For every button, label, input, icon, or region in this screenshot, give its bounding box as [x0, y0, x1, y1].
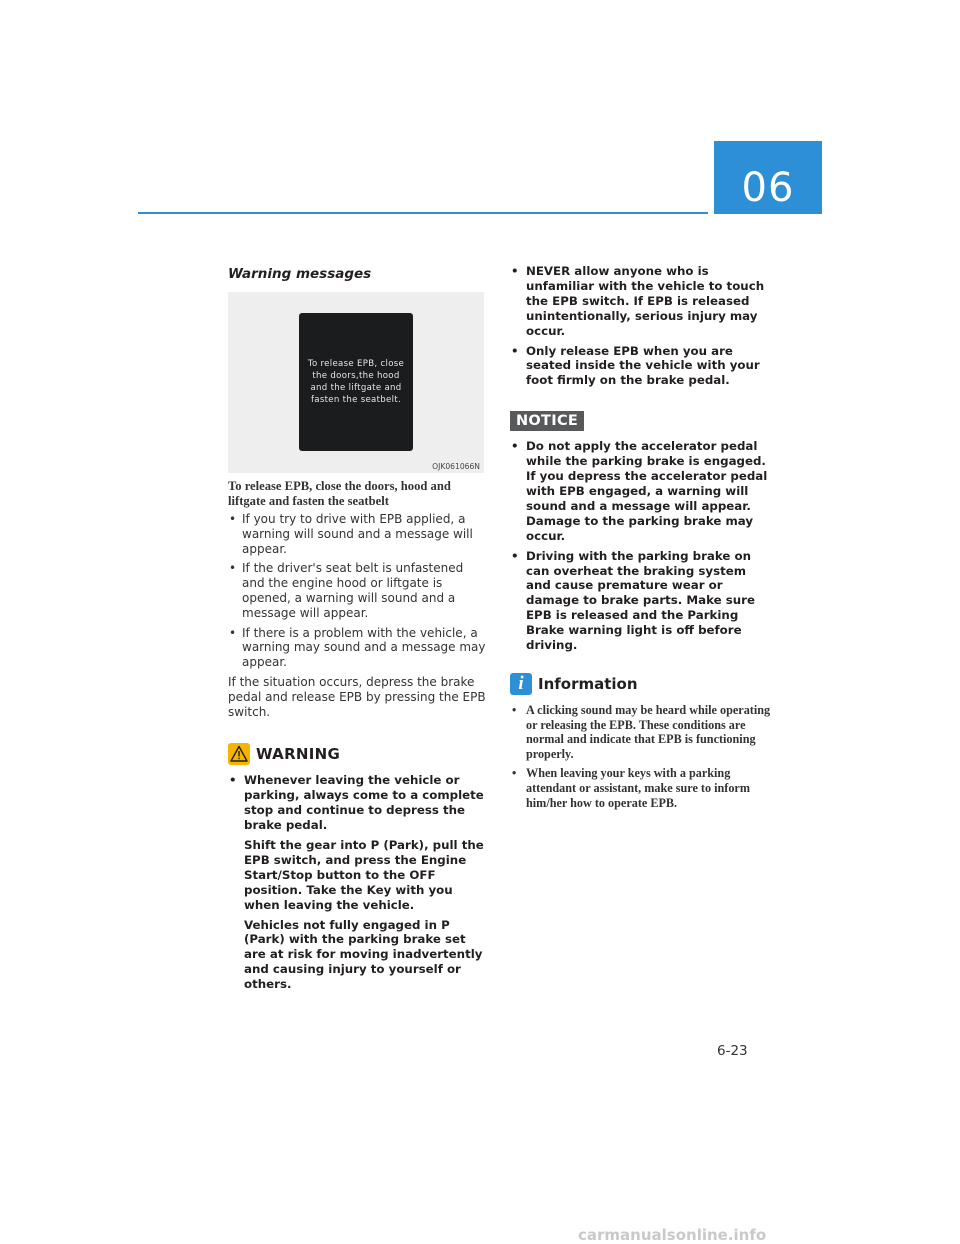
list-item: • When leaving your keys with a parking attendant or assistant, make sure to inform him/her how to operate EPB.	[510, 766, 772, 810]
warning-triangle-icon	[228, 743, 250, 765]
warning-text: Whenever leaving the vehicle or parking, always come to a complete stop and continue to depress the brake pedal.	[244, 773, 484, 833]
list-item: • Do not apply the accelerator pedal while the parking brake is engaged. If you depress the accelerator pedal with EPB engaged, a warning will sound and a message will appear. Damage to the parking brake may occur.	[510, 439, 772, 543]
chapter-number: 06	[741, 165, 795, 211]
warning-title: WARNING	[256, 745, 341, 764]
list-item: • If there is a problem with the vehicle, a warning may sound and a message may appear.	[228, 626, 486, 670]
instruction-paragraph: If the situation occurs, depress the brake pedal and release EPB by pressing the EPB switch.	[228, 674, 486, 719]
warning-subtext: Vehicles not fully engaged in P (Park) with the parking brake set are at risk for moving inadvertently and causing injury to yourself or others.	[244, 917, 483, 992]
cluster-display	[299, 313, 413, 451]
page-number: 6-23	[717, 1043, 748, 1059]
list-item: • NEVER allow anyone who is unfamiliar with the vehicle to touch the EPB switch. If EPB is released unintentionally, serious injury may occur.	[510, 264, 772, 339]
information-list	[510, 703, 772, 810]
chapter-tab	[714, 141, 822, 214]
notice-list	[510, 439, 772, 653]
figure-code: OJK061066N	[432, 462, 480, 471]
list-item: • Only release EPB when you are seated inside the vehicle with your foot firmly on the brake pedal.	[510, 344, 772, 389]
condition-list	[228, 512, 486, 670]
header-rule	[138, 212, 708, 214]
cluster-figure	[228, 292, 484, 473]
warning-subtext: Shift the gear into P (Park), pull the EPB switch, and press the Engine Start/Stop button to the OFF position. Take the Key with you when leaving the vehicle.	[244, 837, 484, 912]
info-icon: i	[510, 673, 532, 695]
list-item: • A clicking sound may be heard while operating or releasing the EPB. These conditions are normal and indicate that EPB is functioning properly.	[510, 703, 772, 761]
warning-list-continued	[510, 264, 772, 388]
warning-list	[228, 773, 486, 992]
watermark: carmanualsonline.info	[578, 1226, 767, 1244]
list-item: • Driving with the parking brake on can overheat the braking system and cause premature wear or damage to brake parts. Make sure EPB is released and the Parking Brake warning light is off before driving.	[510, 549, 772, 653]
left-column	[228, 262, 486, 997]
notice-badge: NOTICE	[510, 411, 584, 431]
list-item	[228, 773, 486, 992]
warning-header	[228, 743, 486, 765]
list-item: • If the driver's seat belt is unfastened and the engine hood or liftgate is opened, a warning will sound and a message will appear.	[228, 561, 486, 620]
figure-caption: To release EPB, close the doors, hood and liftgate and fasten the seatbelt	[228, 479, 451, 508]
information-title: Information	[538, 674, 638, 693]
information-header	[510, 673, 772, 695]
section-title: Warning messages	[228, 266, 372, 282]
right-column	[510, 262, 772, 815]
cluster-message: To release EPB, close the doors,the hood and the liftgate and fasten the seatbelt.	[307, 358, 405, 406]
list-item: • If you try to drive with EPB applied, a warning will sound and a message will appear.	[228, 512, 486, 556]
